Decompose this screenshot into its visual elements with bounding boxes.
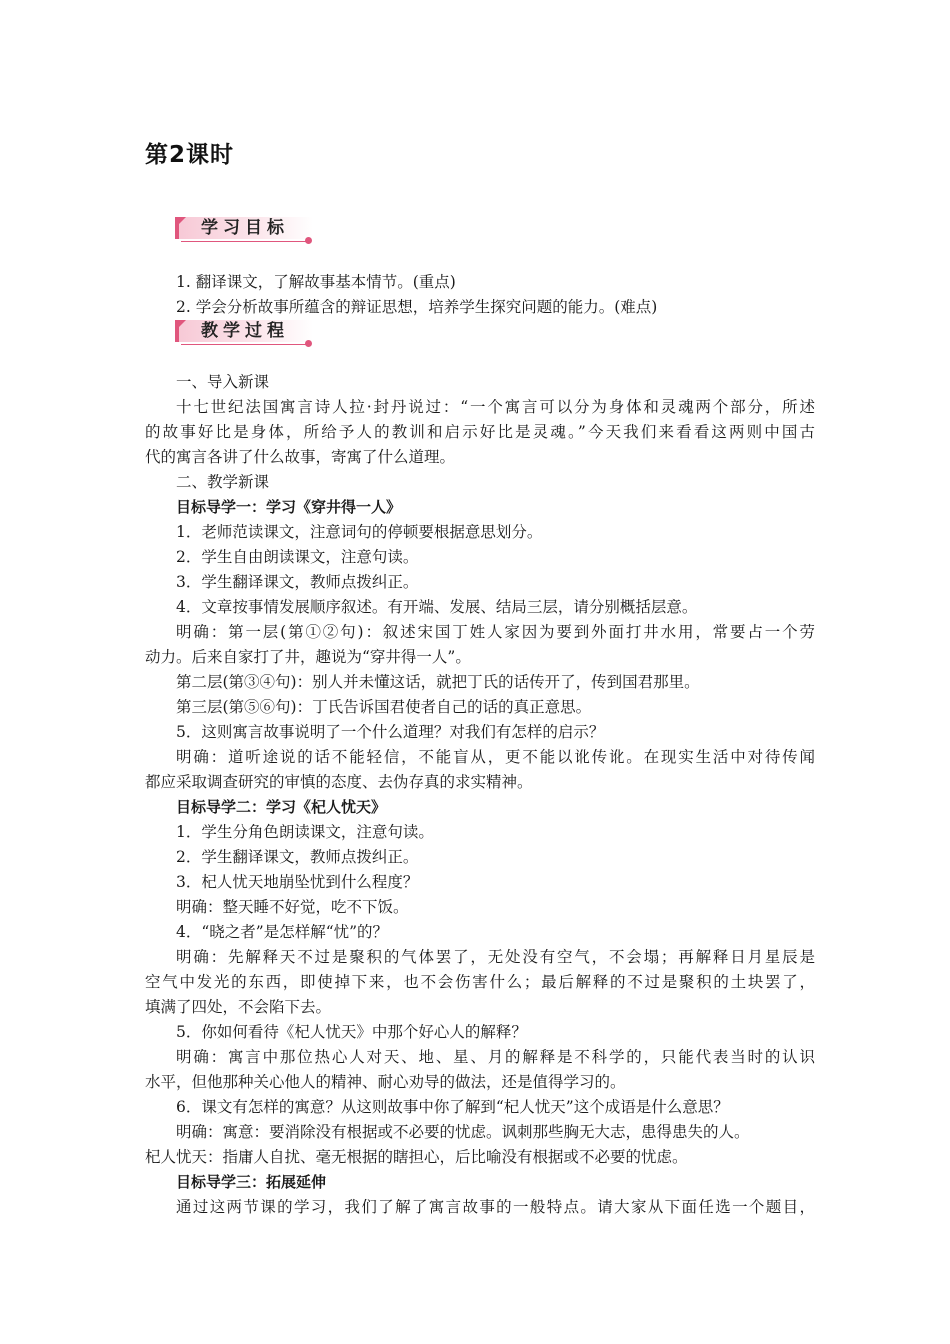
body-line: 5．这则寓言故事说明了一个什么道理？对我们有怎样的启示？ (176, 723, 605, 741)
section-heading: 目标导学二：学习《杞人忧天》 (176, 798, 387, 816)
body-line: 明确：第一层(第①②句)：叙述宋国丁姓人家因为要到外面打井水用，常要占一个劳 (176, 623, 815, 641)
body-line: 1．学生分角色朗读课文，注意句读。 (176, 823, 434, 841)
body-line: 的故事好比是身体，所给予人的教训和启示好比是灵魂。”今天我们来看看这两则中国古 (145, 423, 815, 441)
body-line: 3．杞人忧天地崩坠忧到什么程度？ (176, 873, 419, 891)
body-line: 2．学生自由朗读课文，注意句读。 (176, 548, 419, 566)
body-line: 明确：道听途说的话不能轻信，不能盲从，更不能以讹传讹。在现实生活中对待传闻 (176, 748, 815, 766)
banner-corner (175, 320, 186, 331)
lesson-body (145, 370, 815, 1220)
body-line: 明确：寓言中那位热心人对天、地、星、月的解释是不科学的，只能代表当时的认识 (176, 1048, 815, 1066)
section-banner-objectives (175, 215, 315, 245)
banner-label-process: 教学过程 (201, 321, 289, 341)
body-line: 明确：寓意：要消除没有根据或不必要的忧虑。讽刺那些胸无大志，患得患失的人。 (176, 1123, 750, 1141)
banner-underline (181, 344, 309, 345)
banner-label-objectives: 学习目标 (201, 218, 289, 238)
banner-corner (175, 217, 186, 228)
body-line: 代的寓言各讲了什么故事，寄寓了什么道理。 (145, 448, 456, 466)
section-heading: 目标导学一：学习《穿井得一人》 (176, 498, 402, 516)
body-line: 都应采取调查研究的审慎的态度、去伪存真的求实精神。 (145, 773, 533, 791)
body-line: 6．课文有怎样的寓意？从这则故事中你了解到“杞人忧天”这个成语是什么意思？ (176, 1098, 729, 1116)
section-banner-process (175, 318, 315, 348)
body-line: 第三层(第⑤⑥句)：丁氏告诉国君使者自己的话的真正意思。 (176, 698, 592, 716)
body-line: 十七世纪法国寓言诗人拉·封丹说过：“一个寓言可以分为身体和灵魂两个部分，所述 (176, 398, 815, 416)
body-line: 通过这两节课的学习，我们了解了寓言故事的一般特点。请大家从下面任选一个题目， (176, 1198, 815, 1216)
body-line: 动力。后来自家打了井，趣说为“穿井得一人”。 (145, 648, 471, 666)
body-line: 第二层(第③④句)：别人并未懂这话，就把丁氏的话传开了，传到国君那里。 (176, 673, 700, 691)
body-line: 4．文章按事情发展顺序叙述。有开端、发展、结局三层，请分别概括层意。 (176, 598, 698, 616)
body-line: 2．学生翻译课文，教师点拨纠正。 (176, 848, 419, 866)
banner-dot (305, 340, 312, 347)
body-line: 空气中发光的东西，即使掉下来，也不会伤害什么；最后解释的不过是聚积的土块罢了， (145, 973, 815, 991)
banner-underline (181, 241, 309, 242)
body-line: 一、导入新课 (176, 373, 270, 391)
body-line: 4．“晓之者”是怎样解“忧”的？ (176, 923, 389, 941)
objective-item: 1. 翻译课文，了解故事基本情节。(重点) (176, 273, 456, 291)
body-line: 1．老师范读课文，注意词句的停顿要根据意思划分。 (176, 523, 543, 541)
body-line: 二、教学新课 (176, 473, 270, 491)
body-line: 水平，但他那种关心他人的精神、耐心劝导的做法，还是值得学习的。 (145, 1073, 626, 1091)
section-heading: 目标导学三：拓展延伸 (176, 1173, 327, 1191)
objectives-list (176, 270, 816, 320)
banner-dot (305, 237, 312, 244)
body-line: 杞人忧天：指庸人自扰、毫无根据的瞎担心，后比喻没有根据或不必要的忧虑。 (145, 1148, 688, 1166)
body-line: 5．你如何看待《杞人忧天》中那个好心人的解释？ (176, 1023, 527, 1041)
lesson-title: 第2课时 (145, 142, 235, 168)
body-line: 明确：整天睡不好觉，吃不下饭。 (176, 898, 409, 916)
body-line: 填满了四处，不会陷下去。 (145, 998, 332, 1016)
objective-item: 2. 学会分析故事所蕴含的辩证思想，培养学生探究问题的能力。(难点) (176, 298, 658, 316)
body-line: 明确：先解释天不过是聚积的气体罢了，无处没有空气，不会塌；再解释日月星辰是 (176, 948, 815, 966)
body-line: 3．学生翻译课文，教师点拨纠正。 (176, 573, 419, 591)
